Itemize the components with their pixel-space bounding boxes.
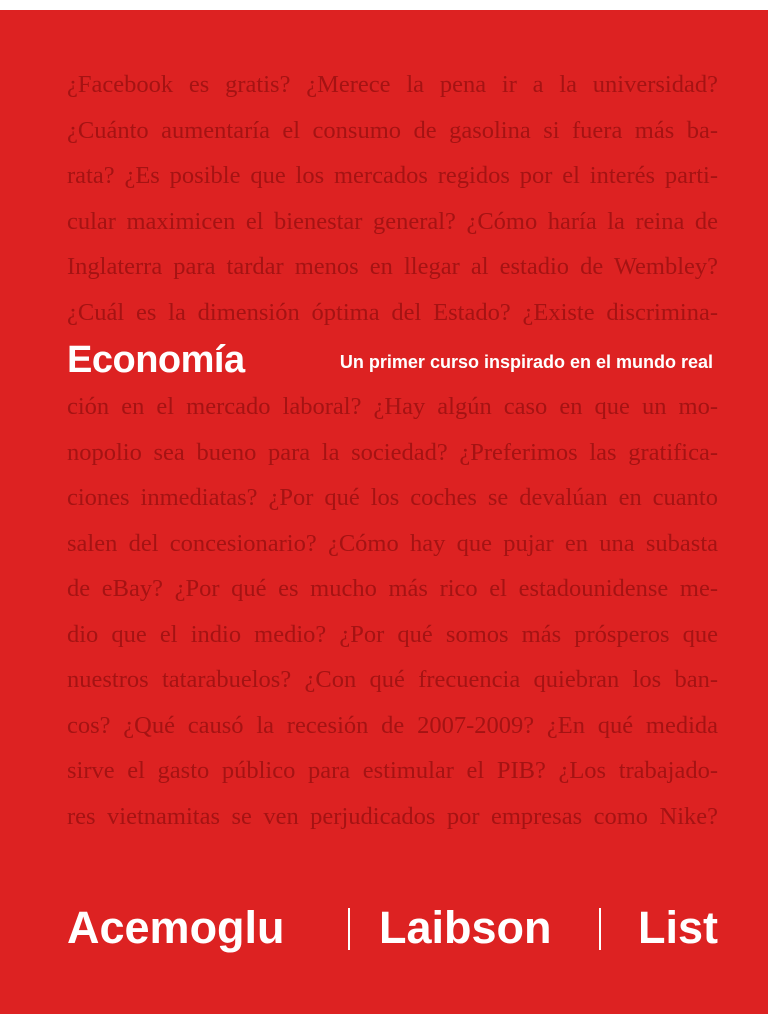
question-line: ¿Cuál es la dimensión óptima del Estado? ¿Existe discrimina- <box>67 298 718 326</box>
question-line: res vietnamitas se ven perjudicados por empresas como Nike? <box>67 802 718 830</box>
book-subtitle: Un primer curso inspirado en el mundo real <box>339 352 713 372</box>
title-row <box>67 337 718 387</box>
question-line: cular maximicen el bienestar general? ¿Cómo haría la reina de <box>67 207 718 235</box>
question-line: salen del concesionario? ¿Cómo hay que pujar en una subasta <box>67 529 718 557</box>
question-line: de eBay? ¿Por qué es mucho más rico el estadounidense me- <box>67 575 718 602</box>
question-line: ción en el mercado laboral? ¿Hay algún caso en que un mo- <box>67 393 718 420</box>
question-line: dio que el indio medio? ¿Por qué somos más prósperos que <box>67 620 718 648</box>
background-questions-bottom <box>67 384 718 839</box>
author-name: Laibson <box>379 902 552 953</box>
question-line: ¿Cuánto aumentaría el consumo de gasolina si fuera más ba- <box>67 116 718 144</box>
question-line: nuestros tatarabuelos? ¿Con qué frecuencia quiebran los ban- <box>67 666 718 693</box>
author-name: Acemoglu <box>67 902 285 953</box>
book-cover <box>0 10 768 1014</box>
question-line: nopolio sea bueno para la sociedad? ¿Preferimos las gratifica- <box>67 438 718 466</box>
author-list <box>67 898 718 958</box>
question-line: Inglaterra para tardar menos en llegar al estadio de Wembley? <box>67 253 718 280</box>
question-line: ciones inmediatas? ¿Por qué los coches se devalúan en cuanto <box>67 484 718 511</box>
author-separator <box>348 908 350 950</box>
question-line: ¿Facebook es gratis? ¿Merece la pena ir a la universidad? <box>67 71 718 98</box>
question-line: rata? ¿Es posible que los mercados regidos por el interés parti- <box>67 162 718 189</box>
question-line: cos? ¿Qué causó la recesión de 2007-2009? ¿En qué medida <box>67 711 718 739</box>
question-line: sirve el gasto público para estimular el PIB? ¿Los trabajado- <box>67 757 718 784</box>
background-questions-top <box>67 62 718 335</box>
author-name: List <box>637 902 718 953</box>
book-title: Economía <box>67 339 245 381</box>
author-separator <box>599 908 601 950</box>
